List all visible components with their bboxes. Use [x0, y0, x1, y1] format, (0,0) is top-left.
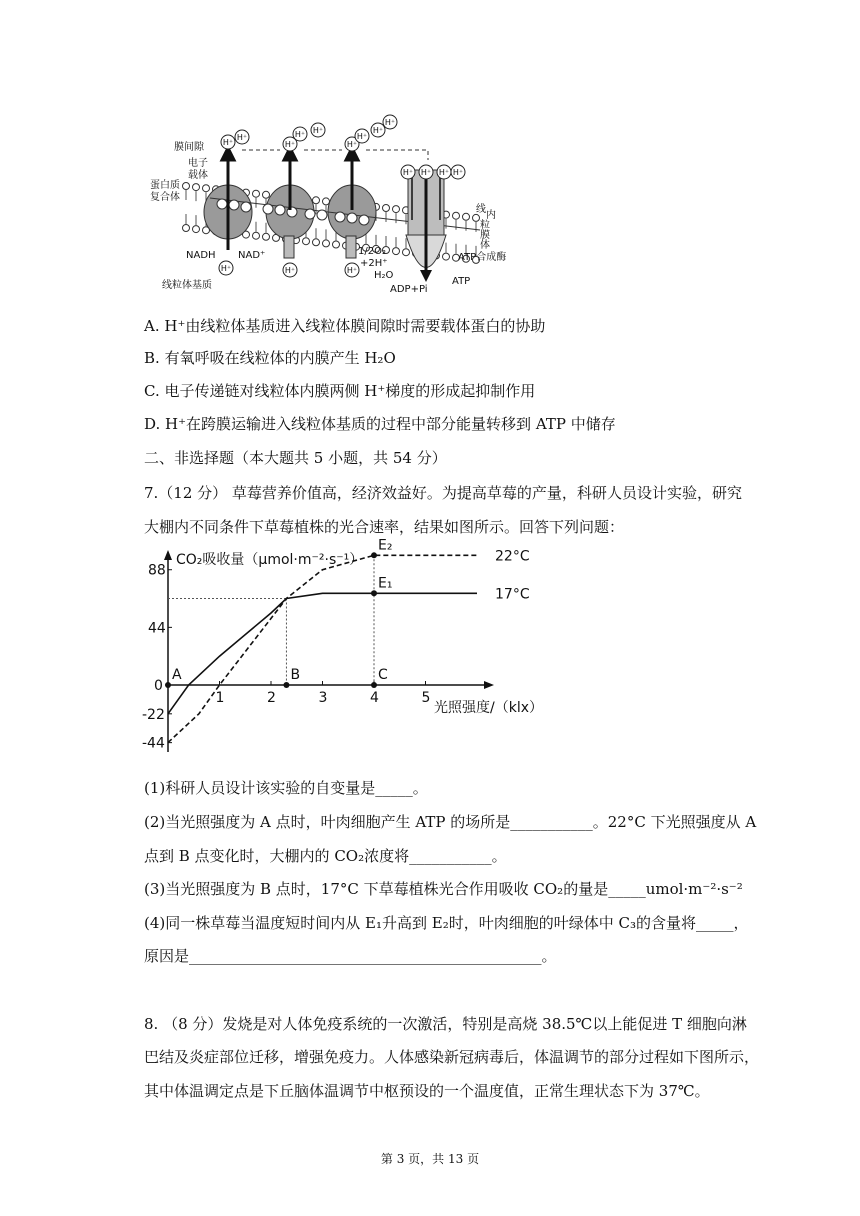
point-label: E₁ [378, 575, 393, 592]
label-complex: 复合体 [150, 192, 180, 203]
label-nadh: NADH [186, 250, 216, 261]
lipid-head [203, 185, 210, 192]
q7-sub4a: (4)同一株草莓当温度短时间内从 E₁升高到 E₂时，叶肉细胞的叶绿体中 C₃的含量将_____， [144, 914, 749, 932]
point-label: E₂ [378, 537, 393, 554]
page-footer: 第 3 页，共 13 页 [380, 1152, 480, 1166]
chart-plot-area [142, 537, 530, 752]
proton-label: H⁺ [294, 130, 306, 139]
lipid-head [263, 191, 270, 198]
data-point [165, 682, 171, 688]
y-tick-label: -22 [142, 706, 165, 723]
data-point [371, 590, 377, 596]
lipid-head [403, 249, 410, 256]
proton-label: H⁺ [452, 168, 464, 177]
lipid-head [183, 225, 190, 232]
lipid-head [313, 239, 320, 246]
lipid-head [263, 233, 270, 240]
label-adp-pi: ADP+Pi [390, 284, 428, 295]
x-tick-label: 5 [421, 690, 431, 706]
option-text: H⁺由线粒体基质进入线粒体膜间隙时需要载体蛋白的协助 [164, 317, 546, 335]
proton-label: H⁺ [312, 126, 324, 135]
option-d [144, 414, 616, 434]
proton-label: H⁺ [220, 264, 232, 273]
y-axis-arrow [164, 550, 172, 560]
series-line-1 [168, 555, 477, 742]
q8-line1: 8. （8 分）发烧是对人体免疫系统的一次激活，特别是高烧 38.5℃以上能促进 T 细胞向淋 [144, 1015, 747, 1033]
label-inner-4: 膜 [480, 230, 490, 241]
q7-sub2b: 点到 B 点变化时，大棚内的 CO₂浓度将___________。 [144, 847, 507, 865]
x-tick-label: 3 [318, 690, 328, 706]
q8-line3: 其中体温调定点是下丘脑体温调节中枢预设的一个温度值，正常生理状态下为 37℃。 [144, 1082, 710, 1100]
proton-label: H⁺ [438, 168, 450, 177]
lipid-head [253, 232, 260, 239]
label-2h: +2H⁺ [360, 258, 388, 269]
label-electron: 电子 [188, 158, 208, 169]
option-letter: C. [144, 382, 160, 400]
label-inner-1: 线 [476, 204, 486, 215]
lipid-head [383, 205, 390, 212]
lipid-head [323, 198, 330, 205]
lipid-head [183, 183, 190, 190]
mitochondria-membrane-diagram [150, 110, 520, 295]
x-tick-label: 4 [370, 690, 379, 706]
lipid-head [253, 190, 260, 197]
x-axis-arrow [484, 681, 494, 689]
point-label: B [290, 667, 301, 683]
q7-sub2a: (2)当光照强度为 A 点时，叶肉细胞产生 ATP 的场所是___________。22°C 下光照强度从 A [144, 813, 757, 831]
atp-synthase [406, 170, 446, 282]
x-tick-label: 2 [267, 690, 276, 706]
label-matrix: 线粒体基质 [162, 280, 212, 291]
lipid-head [323, 240, 330, 247]
data-point [371, 682, 377, 688]
lipid-head [313, 197, 320, 204]
lipid-head [193, 184, 200, 191]
chart-xlabel: 光照强度/（klx） [434, 700, 543, 716]
proton-label: H⁺ [402, 168, 414, 177]
y-tick-label: -44 [142, 735, 165, 752]
series-label: 17°C [495, 586, 530, 603]
proton-label: H⁺ [346, 140, 358, 149]
lipid-head [393, 206, 400, 213]
lipid-head [443, 253, 450, 260]
data-point [371, 552, 377, 558]
proton-label: H⁺ [372, 126, 384, 135]
proton-label: H⁺ [284, 140, 296, 149]
label-protein: 蛋白质 [150, 180, 180, 191]
q7-line2: 大棚内不同条件下草莓植株的光合速率，结果如图所示。回答下列问题： [144, 518, 625, 536]
lipid-head [473, 214, 480, 221]
y-tick-label: 0 [154, 678, 163, 694]
label-atp: ATP [452, 276, 471, 287]
label-inner-5: 体 [480, 240, 490, 251]
label-atp-synthase: ATP合成酶 [458, 252, 507, 263]
option-letter: A. [144, 317, 160, 335]
q7-sub3: (3)当光照强度为 B 点时，17°C 下草莓植株光合作用吸收 CO₂的量是_____umol·m⁻²·s⁻² [144, 880, 743, 898]
label-intermembrane: 膜间隙 [174, 142, 204, 153]
proton-label: H⁺ [384, 118, 396, 127]
option-letter: D. [144, 415, 161, 433]
label-h2o: H₂O [374, 270, 394, 281]
option-b [144, 348, 396, 368]
q8-line2: 巴结及炎症部位迁移，增强免疫力。人体感染新冠病毒后，体温调节的部分过程如下图所示， [144, 1048, 760, 1066]
point-label: A [172, 667, 182, 683]
proton-label: H⁺ [236, 133, 248, 142]
lipid-head [393, 248, 400, 255]
label-inner-2: 内 [486, 210, 496, 221]
stem-2 [284, 236, 294, 258]
photosynthesis-chart [138, 537, 543, 754]
chart-ylabel: CO₂吸收量（μmol·m⁻²·s⁻¹） [176, 552, 364, 568]
label-o2: 1/2O₂ [358, 246, 386, 257]
label-carrier: 载体 [188, 170, 208, 181]
option-a [144, 316, 545, 336]
lipid-head [303, 238, 310, 245]
section-heading: 二、非选择题（本大题共 5 小题，共 54 分） [144, 449, 447, 467]
lipid-head [453, 212, 460, 219]
option-text: 电子传递链对线粒体内膜两侧 H⁺梯度的形成起抑制作用 [164, 382, 536, 400]
stem-3 [346, 236, 356, 258]
q7-line1: 7.（12 分） 草莓营养价值高，经济效益好。为提高草莓的产量，科研人员设计实验，研究 [144, 484, 742, 502]
dashed-arrows [242, 150, 428, 160]
proton-label: H⁺ [222, 138, 234, 147]
y-tick-label: 88 [148, 562, 166, 579]
proton-label: H⁺ [356, 132, 368, 141]
lipid-head [193, 226, 200, 233]
proton-label: H⁺ [284, 266, 296, 275]
q7-sub4b: 原因是_______________________________________________。 [144, 947, 557, 965]
label-nad: NAD⁺ [238, 250, 266, 261]
x-tick-label: 1 [215, 690, 225, 706]
point-label: C [378, 667, 388, 683]
q7-sub1: (1)科研人员设计该实验的自变量是_____。 [144, 779, 428, 797]
y-tick-label: 44 [148, 620, 166, 637]
label-inner-3: 粒 [480, 220, 490, 231]
proton-label: H⁺ [420, 168, 432, 177]
option-text: 有氧呼吸在线粒体的内膜产生 H₂O [164, 349, 396, 367]
series-label: 22°C [495, 548, 530, 565]
proton-label: H⁺ [346, 266, 358, 275]
lipid-head [333, 241, 340, 248]
lipid-head [463, 213, 470, 220]
option-c [144, 381, 535, 401]
option-letter: B. [144, 349, 160, 367]
data-point [283, 682, 289, 688]
option-text: H⁺在跨膜运输进入线粒体基质的过程中部分能量转移到 ATP 中储存 [165, 415, 616, 433]
